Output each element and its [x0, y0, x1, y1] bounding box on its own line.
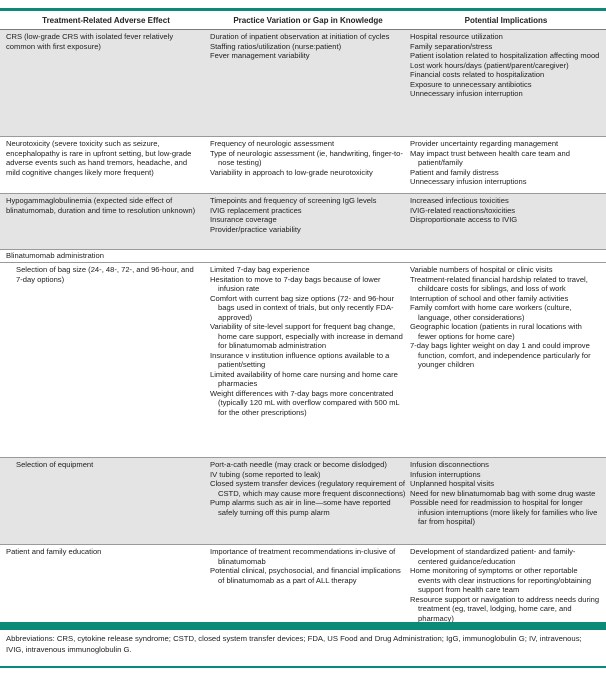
implication-item: May impact trust between health care team and patient/family: [410, 148, 570, 167]
implication-item: Hospital resource utilization: [410, 32, 503, 41]
implication-item: Development of standardized patient- and family-centered guidance/education: [410, 547, 576, 566]
table-header-row: [0, 11, 606, 30]
gap-item: Pump alarms such as air in line—some have reported safely turning off this pump alarm: [210, 498, 391, 517]
implication-item: Interruption of school and other family activities: [410, 293, 569, 303]
truncated-caption-fragment: [6, 0, 8, 6]
effect-cell: Hypogammaglobulinemia (expected side effect of blinatumomab, duration and time to resolution unknown): [6, 196, 196, 215]
implication-item: Lost work hours/days (patient/parent/caregiver): [410, 60, 569, 70]
gap-item: Comfort with current bag size options (72- and 96-hour bags used in context of trials, but only recently FDA-approved): [210, 293, 395, 322]
gap-item: Insurance v institution influence options available to a patient/setting: [210, 350, 390, 369]
implication-item: Family separation/stress: [410, 41, 493, 51]
implication-item: Unnecessary infusion interruption: [410, 89, 523, 98]
implication-item: Home monitoring of symptoms or other reportable events with clear instructions for reporting/obtaining support from health care team: [410, 566, 592, 594]
implication-item: Patient isolation related to hospitalization affecting mood: [410, 51, 600, 60]
gap-item: IV tubing (some reported to leak): [210, 469, 321, 479]
implication-item: Exposure to unnecessary antibiotics: [410, 79, 532, 89]
gap-item: Timepoints and frequency of screening IgG levels: [210, 196, 377, 205]
adverse-effects-table: [0, 11, 606, 633]
gap-item: Fever management variability: [210, 51, 310, 60]
header-potential-implications: Potential Implications: [464, 15, 548, 25]
implication-item: Need for new blinatumomab bag with some drug waste: [410, 488, 596, 498]
table-row-education: [0, 545, 606, 633]
table-row-hypogammaglobulinemia: [0, 194, 606, 250]
implication-item: Infusion interruptions: [410, 469, 481, 479]
gap-item: Closed system transfer devices (regulatory requirement of CSTD, which may cause more frequent disconnections): [210, 479, 406, 498]
header-adverse-effect: Treatment-Related Adverse Effect: [42, 15, 170, 25]
abbreviations-footnote: Abbreviations: CRS, cytokine release syndrome; CSTD, closed system transfer devices; FDA, US Food and Drug Administration; IgG, immunoglobulin G; IV, intravenous; IVIG, intravenous immunoglobulin G.: [6, 634, 582, 654]
gap-item: Limited 7-day bag experience: [210, 265, 310, 274]
gap-item: Frequency of neurologic assessment: [210, 139, 335, 148]
gap-item: Port-a-cath needle (may crack or become dislodged): [210, 460, 387, 469]
implication-item: Increased infectious toxicities: [410, 196, 509, 205]
implication-item: Geographic location (patients in rural locations with fewer options for home care): [410, 322, 582, 341]
gap-item: Provider/practice variability: [210, 224, 301, 234]
gap-item: Limited availability of home care nursing and home care pharmacies: [210, 369, 398, 388]
implication-item: Possible need for readmission to hospital for longer infusion interruptions (more likely for families who live far from hospital): [410, 498, 598, 526]
table-row-bag-size: [0, 263, 606, 458]
gap-item: Duration of inpatient observation at initiation of cycles: [210, 32, 390, 41]
gap-item: Hesitation to move to 7-day bags because of lower infusion rate: [210, 274, 381, 293]
table-bottom-rule: [0, 622, 606, 630]
effect-cell: Patient and family education: [6, 547, 102, 556]
effect-cell: Selection of bag size (24-, 48-, 72-, and 96-hour, and 7-day options): [16, 265, 194, 284]
implication-item: Provider uncertainty regarding management: [410, 139, 559, 148]
implication-item: Variable numbers of hospital or clinic visits: [410, 265, 553, 274]
implication-item: Patient and family distress: [410, 167, 499, 177]
gap-item: Variability in approach to low-grade neurotoxicity: [210, 167, 373, 177]
implication-item: Treatment-related financial hardship related to travel, childcare costs for siblings, and loss of work: [410, 274, 588, 293]
gap-item: Type of neurologic assessment (ie, handwriting, finger-to-nose testing): [210, 148, 403, 167]
table-row-neurotoxicity: [0, 137, 606, 194]
gap-item: Importance of treatment recommendations in-clusive of blinatumomab: [210, 547, 396, 566]
footnote-bottom-rule: [0, 666, 606, 668]
gap-item: IVIG replacement practices: [210, 205, 302, 215]
implication-item: 7-day bags lighter weight on day 1 and could improve function, comfort, and independence particularly for younger children: [410, 341, 591, 369]
implication-item: Disproportionate access to IVIG: [410, 215, 518, 224]
implication-item: Unplanned hospital visits: [410, 479, 495, 488]
effect-cell: Selection of equipment: [16, 460, 94, 469]
gap-item: Insurance coverage: [210, 215, 277, 224]
implication-item: IVIG-related reactions/toxicities: [410, 205, 516, 215]
effect-cell: Neurotoxicity (severe toxicity such as seizure, encephalopathy is rare in upfront setting, but low-grade adverse events such as hand tremors, headache, and mild cognitive changes likely more frequent): [6, 139, 192, 177]
gap-item: Potential clinical, psychosocial, and financial implications of blinatumomab as a part of ALL therapy: [210, 566, 401, 585]
gap-item: Staffing ratios/utilization (nurse:patient): [210, 41, 342, 51]
table-row-crs: [0, 30, 606, 137]
gap-item: Weight differences with 7-day bags more concentrated (typically 120 mL with overflow compared with 500 mL for the other prescriptions): [210, 388, 400, 417]
implication-item: Family comfort with home care workers (culture, language, other considerations): [410, 303, 572, 322]
implication-item: Infusion disconnections: [410, 460, 489, 469]
effect-cell: CRS (low-grade CRS with isolated fever relatively common with first exposure): [6, 32, 174, 51]
table-row-equipment: [0, 458, 606, 545]
gap-item: Variability of site-level support for frequent bag change, home care support, especially with increase in demand for blinatumomab administration: [210, 322, 403, 350]
header-practice-variation: Practice Variation or Gap in Knowledge: [233, 15, 383, 25]
implication-item: Financial costs related to hospitalization: [410, 70, 545, 79]
implication-item: Resource support or navigation to address needs during treatment (eg, travel, lodging, home care, and pharmacy): [410, 594, 600, 623]
implication-item: Unnecessary infusion interruptions: [410, 177, 527, 186]
section-blinatumomab-administration: Blinatumomab administration: [0, 250, 606, 263]
